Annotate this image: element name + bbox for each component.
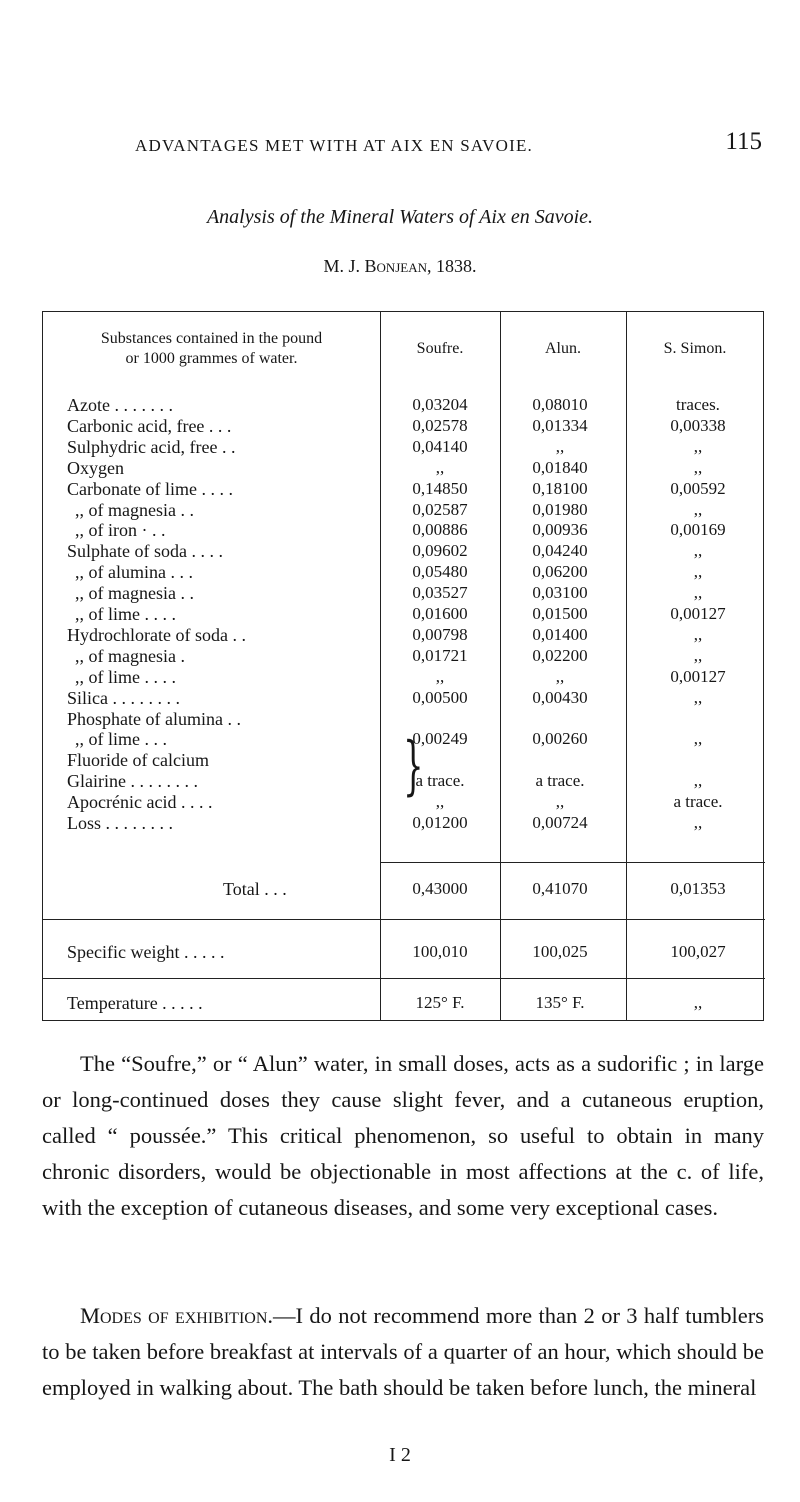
signature-mark: I 2: [389, 1444, 411, 1466]
row-label: ,, of magnesia . .: [75, 583, 194, 604]
cell-alun: 0,04240: [532, 541, 588, 561]
total-rule: [380, 862, 765, 863]
cell-simon: ,,: [693, 457, 703, 477]
row-label: Loss . . . . . . . .: [67, 813, 174, 833]
row-label: Azote . . . . . . .: [67, 395, 173, 415]
cell-simon: traces.: [676, 395, 720, 414]
row-label: Apocrénic acid . . . .: [67, 792, 213, 813]
paragraph-modes: [42, 1298, 764, 1406]
cell-alun: ,,: [555, 666, 565, 686]
cell-soufre: 0,04140: [412, 436, 468, 456]
cell-alun: 0,08010: [532, 395, 588, 414]
cell-soufre: 0,00249: [412, 729, 468, 749]
cell-alun: ,,: [555, 792, 565, 812]
cell-soufre: 125° F.: [415, 993, 465, 1012]
row-label: Hydrochlorate of soda . .: [67, 624, 246, 645]
row-label: Sulphydric acid, free . .: [67, 436, 236, 457]
row-label: ,, of lime . . .: [75, 729, 167, 750]
cell-alun: 0,00724: [532, 813, 588, 832]
cell-alun: 0,41070: [532, 879, 588, 898]
row-label: Temperature . . . . .: [67, 993, 203, 1013]
cell-alun: 100,025: [532, 942, 588, 961]
header-alun: Alun.: [545, 340, 581, 357]
cell-alun: a trace.: [535, 771, 585, 791]
row-label: ,, of alumina . . .: [75, 562, 193, 583]
row-rule: [43, 919, 765, 920]
analysis-table: [42, 311, 764, 1021]
cell-soufre: 0,05480: [412, 562, 468, 582]
row-label: Carbonic acid, free . . .: [67, 415, 232, 436]
cell-alun: 0,03100: [532, 583, 588, 603]
phosphate-brace: }: [403, 729, 424, 803]
row-label: ,, of magnesia . .: [75, 499, 194, 520]
cell-simon: 100,027: [670, 942, 726, 961]
paragraph-effects: The “Soufre,” or “ Alun” water, in small doses, acts as a sudorific ; in large or long-continued doses they cause slight fever, and a cutaneous eruption, called “ poussée.” This critical phenomenon, so useful to obtain in many chronic disorders, would be objectionable in most affections at the c. of life, with the exception of cutaneous diseases, and some very exceptional cases.: [42, 1051, 764, 1220]
cell-simon: ,,: [693, 993, 703, 1012]
row-label: Carbonate of lime . . . .: [67, 478, 233, 499]
cell-soufre: 0,03527: [412, 583, 468, 603]
cell-simon: ,,: [693, 771, 703, 791]
row-label: ,, of magnesia .: [75, 645, 185, 666]
cell-soufre: a trace.: [415, 771, 465, 791]
cell-soufre: 0,01600: [412, 604, 468, 623]
header-soufre: Soufre.: [416, 340, 464, 357]
cell-simon: ,,: [693, 583, 703, 603]
page-header: [130, 128, 762, 164]
header-substances-line2: or 1000 grammes of water.: [125, 350, 298, 367]
author-surname: Bonjean: [364, 256, 428, 276]
cell-simon: 0,00169: [670, 520, 726, 540]
row-rule: [43, 978, 765, 979]
cell-soufre: 0,43000: [412, 879, 468, 898]
row-label: ,, of iron · . .: [75, 520, 166, 541]
row-label: ,, of lime . . . .: [75, 604, 176, 624]
cell-simon: ,,: [693, 645, 703, 665]
cell-alun: 0,01334: [532, 415, 588, 435]
cell-soufre: 0,00500: [412, 687, 468, 707]
cell-alun: 0,01500: [532, 604, 588, 623]
cell-simon: ,,: [693, 624, 703, 644]
cell-soufre: ,,: [435, 457, 445, 477]
cell-simon: ,,: [693, 562, 703, 582]
cell-soufre: ,,: [435, 666, 445, 686]
cell-soufre: 0,03204: [412, 395, 468, 414]
cell-simon: 0,00127: [670, 604, 726, 623]
cell-alun: 0,02200: [532, 645, 588, 665]
author-initials: M. J.: [323, 256, 365, 276]
header-simon: S. Simon.: [663, 340, 727, 357]
cell-simon: 0,00127: [670, 666, 726, 686]
cell-soufre: 0,01200: [412, 813, 468, 832]
row-label: Phosphate of alumina . .: [67, 708, 241, 729]
cell-alun: 0,01400: [532, 624, 588, 644]
author-year: , 1838.: [427, 256, 477, 276]
cell-soufre: 0,00798: [412, 624, 468, 644]
table-title: Analysis of the Mineral Waters of Aix en Savoie.: [206, 206, 594, 228]
cell-simon: ,,: [693, 729, 703, 749]
row-label: Glairine . . . . . . . .: [67, 771, 198, 792]
cell-simon: 0,00338: [670, 415, 726, 435]
cell-alun: 0,06200: [532, 562, 588, 582]
cell-simon: ,,: [693, 813, 703, 832]
column-divider: [626, 312, 627, 1020]
cell-simon: a trace.: [673, 792, 723, 812]
cell-soufre: 0,14850: [412, 478, 468, 498]
header-substances-line1: Substances contained in the pound: [100, 330, 323, 347]
cell-simon: ,,: [693, 499, 703, 519]
cell-simon: 0,01353: [670, 879, 726, 898]
cell-soufre: 0,01721: [412, 645, 468, 665]
cell-alun: 0,01980: [532, 499, 588, 519]
cell-simon: ,,: [693, 436, 703, 456]
paragraph-body: —I do not recommend more than 2 or 3 half tumblers to be taken before breakfast at intervals of a quarter of an hour, which should be employed in walking about. The bath should be taken before lunch, the mineral: [42, 1303, 764, 1400]
row-label: Oxygen: [67, 457, 124, 478]
cell-simon: ,,: [693, 541, 703, 561]
cell-alun: 0,00260: [532, 729, 588, 749]
row-label: Sulphate of soda . . . .: [67, 541, 223, 562]
cell-alun: 0,00430: [532, 687, 588, 707]
row-label: Specific weight . . . . .: [67, 942, 225, 962]
cell-soufre: 0,02587: [412, 499, 468, 519]
cell-alun: 0,00936: [532, 520, 588, 540]
table-author: [0, 256, 800, 277]
cell-simon: ,,: [693, 687, 703, 707]
cell-soufre: 0,00886: [412, 520, 468, 540]
row-label: Total . . .: [223, 879, 287, 899]
header-substances: [43, 329, 380, 369]
page-number: 115: [725, 128, 762, 155]
cell-soufre: 0,02578: [412, 415, 468, 435]
row-label: Fluoride of calcium: [67, 750, 209, 771]
cell-simon: 0,00592: [670, 478, 726, 498]
cell-alun: 135° F.: [535, 993, 585, 1012]
cell-alun: 0,01840: [532, 457, 588, 477]
cell-alun: ,,: [555, 436, 565, 456]
running-head: ADVANTAGES MET WITH AT AIX EN SAVOIE.: [135, 136, 534, 155]
row-label: ,, of lime . . . .: [75, 666, 176, 687]
cell-soufre: ,,: [435, 792, 445, 812]
row-label: Silica . . . . . . . .: [67, 687, 180, 708]
cell-soufre: 100,010: [412, 942, 468, 961]
paragraph-heading: Modes of exhibition.: [80, 1303, 274, 1328]
cell-soufre: 0,09602: [412, 541, 468, 561]
cell-alun: 0,18100: [532, 478, 588, 498]
